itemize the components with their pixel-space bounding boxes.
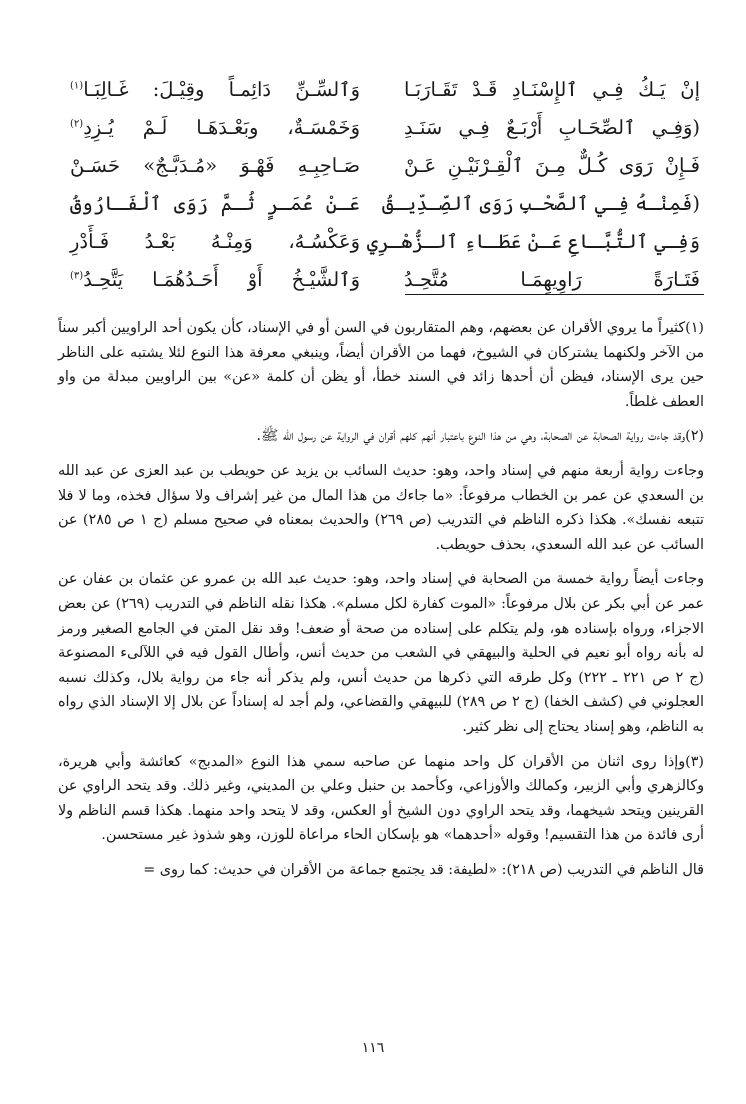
footnote-separator — [405, 294, 704, 295]
verse-second-hemistich-text: صَـاحِبِـهِ فَهْـوَ «مُـدَبَّـجٌ» حَسَـنْ — [70, 153, 360, 177]
verse-line — [70, 70, 700, 108]
verse-second-hemistich — [70, 268, 360, 291]
verse-second-hemistich — [70, 78, 360, 101]
verse-second-hemistich — [70, 230, 360, 253]
verse-second-hemistich — [70, 116, 360, 139]
verse-first-hemistich: (فَمِنْـهُ فِـي ٱلصَّحْـبِ رَوَى ٱلصِّـدِّيـقُ — [381, 191, 700, 215]
verse-line — [70, 108, 700, 146]
footnote-paragraph: (٣)وإذا روى اثنان من الأقران كل واحد منهما عن صاحبه سمي هذا النوع «المدبج» كعائشة وأبي هريرة، وكالزهري وأبي الزبير، وكمالك والأوزاعي، وكأحمد بن حنبل وعلي بن المديني، وغير ذلك. وقد يتحد الراوي عن القرينين ويتحد شيخهما، وقد يتحد الراوي دون الشيخ أو العكس، وقد لا يتحد واحد منهما. هكذا قسم الناظم ولا أرى فائدة من هذا التقسيم! وقوله «أحدهما» هو بإسكان الحاء مراعاة للوزن، وهو شذوذ غير مستحسن. — [58, 753, 704, 844]
verse-second-hemistich-text: وَعَكْسُـهُ، وَمِنْـهُ بَعْـدُ فَـأَدْرِ — [70, 229, 360, 253]
footnote-paragraph: وجاءت رواية أربعة منهم في إسناد واحد، وهو: حديث السائب بن يزيد عن حويطب بن عبد العزى عن عبد الله بن السعدي عن عمر بن الخطاب مرفوعاً: «ما جاءك من هذا المال من غير إشراف ولا سؤال فخذه، وما لا فلا تتبعه نفسك». هكذا ذكره الناظم في التدريب (ص ٢٦٩) والحديث بمعناه في صحيح مسلم (ج ١ ص ٢٨٥) عن السائب عن عبد الله السعدي، بحذف حويطب. — [58, 462, 704, 553]
verse-line — [70, 260, 700, 298]
verse-second-hemistich-text: عَـنْ عُمَـرٍ ثُـمَّ رَوَى ٱلْفَـارُوقُ — [70, 191, 360, 215]
footnote-paragraph: وجاءت أيضاً رواية خمسة من الصحابة في إسناد واحد، وهو: حديث عبد الله بن عمرو عن عثمان بن عفان عن عمر عن أبي بكر عن بلال مرفوعاً: «الموت كفارة لكل مسلم». هكذا نقله الناظم في التدريب (٢٦٩) عن بعض الاجزاء، ورواه بإسناده هو، ولم يتكلم على إسناده من صحة أو ضعف! وقد نقل المتن في الجامع الصغير ورمز له بأنه رواه أبو نعيم في الحلية والبيهقي في الشعب من حديث أنس، وأطال القول فيه في اللآلىء المصنوعة (ج ٢ ص ٢٢١ ـ ٢٢٢) وكل طرقه التي ذكرها من حديث أنس، ولم يذكر أنه جاء من رواية بلال، وكذلك نسبه العجلوني في (كشف الخفا) (ج ٢ ص ٢٨٩) للبيهقي والقضاعي، ولم أجد له إسناداً عن بلال إلا الإسناد الذي رواه به الناظم، وهو إسناد يحتاج إلى نظر كثير. — [58, 571, 705, 735]
verse-first-hemistich: فَـإِنْ رَوَى كُـلٌّ مِـنَ ٱلْقِـرْنَيْـنِ عَـنْ — [404, 153, 700, 177]
verse-line — [70, 146, 700, 184]
verse-line — [70, 184, 700, 222]
verse-first-hemistich: إنْ يَـكُ فِـي ٱلإِسْنَـادِ قَـدْ تَقَـارَبَـا — [404, 77, 700, 101]
footnote-block — [58, 424, 704, 739]
footnotes — [58, 316, 704, 892]
verse-second-hemistich-text: وَخَمْسَـةٌ، وبَعْـدَهَـا لَـمْ يُـزِدِ — [83, 115, 360, 139]
footnote-block — [58, 316, 704, 414]
footnote-block — [58, 750, 704, 848]
footnote-paragraph: قال الناظم في التدريب (ص ٢١٨): «لطيفة: قد يجتمع جماعة من الأقران في حديث: كما روى = — [143, 861, 704, 878]
verse-first-hemistich: وَفِـي ٱلتُّبَّـاعِ عَـنْ عَطَـاءِ ٱلـزُّهْـرِي — [366, 229, 700, 253]
verse-first-hemistich: (وَفِـي ٱلصِّحَـابِ أَرْبَـعٌ فِـي سَنَـدِ — [404, 115, 700, 139]
footnote-paragraph: (١)كثيراً ما يروي الأقران عن بعضهم، وهم المتقاربون في السن أو في الإسناد، كأن يكون أحد الراويين أكبر سناً من الآخر ولكنهما يشتركان في الشيوخ، فهما من الأقران أيضاً، وينبغي معرفة هذا النوع لئلا يشتبه على الناظر حين يرى الإسناد، فيظن أن أحدها زائد في السند خطأ، أو يظن أن كلمة «عن» بين الراويين مبدلة من واو العطف غلطاً. — [58, 320, 704, 410]
verse-line — [70, 222, 700, 260]
verse-second-hemistich-text: وَٱلسِّـنِّ دَائِمـاً وقِيْـلَ: غَـالِبَـا — [83, 77, 360, 101]
footnote-marker: (٣) — [70, 270, 84, 281]
verse-second-hemistich-text: وَٱلشَّيْـخُ أَوْ أَحَـدُهُمَـا يَتَّحِـدُ — [83, 267, 360, 291]
poem-verses — [70, 70, 700, 298]
verse-second-hemistich — [70, 154, 360, 177]
footnote-paragraph: (٢)وقد جاءت رواية الصحابة عن الصحابة، وهي من هذا النوع باعتبار أنهم كلهم أقران في الرواية عن رسول الله ﷺ. — [256, 428, 704, 445]
footnote-marker: (٢) — [70, 118, 84, 129]
footnote-block — [58, 858, 704, 883]
page-number: ١١٦ — [361, 1040, 385, 1056]
verse-first-hemistich: فَتَـارَةً رَاوِيهِمَـا مُتَّحِـدُ — [404, 267, 700, 291]
footnote-marker: (١) — [70, 80, 84, 91]
verse-second-hemistich — [70, 192, 360, 215]
